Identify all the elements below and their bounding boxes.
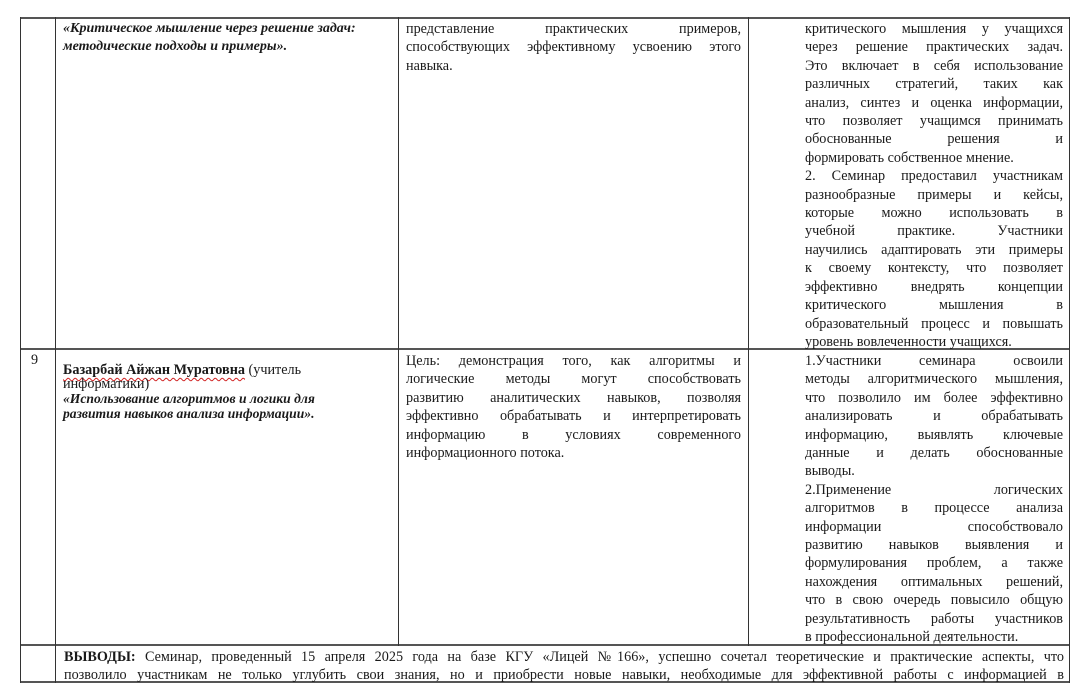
seminar-goal — [406, 352, 741, 462]
seminar-results — [805, 20, 1063, 351]
text-line: анализ, синтез и оценка информации, — [805, 94, 1063, 111]
text-line: учебной практике. Участники — [805, 223, 1063, 240]
text-line: результативность работы участников — [805, 610, 1063, 627]
text-line: нахождения оптимальных решений, — [805, 573, 1063, 590]
text-line: методы алгоритмического мышления, — [805, 371, 1063, 388]
presenter-info — [63, 363, 393, 421]
text-line: способствующих эффективному усвоению этого — [406, 39, 741, 56]
text-line: развитию навыков выявления и — [805, 537, 1063, 554]
column-divider — [55, 17, 56, 683]
conclusion-label: ВЫВОДЫ: — [64, 649, 136, 665]
text-line: Это включает в себя использование — [805, 57, 1063, 74]
text-line: критического мышления у учащихся — [805, 21, 1063, 37]
text-line: анализировать и обрабатывать — [805, 408, 1063, 425]
row-number: 9 — [31, 352, 39, 368]
text-line: информацию в условиях современного — [406, 426, 741, 443]
text-line: развитию аналитических навыков, позволяя — [406, 389, 741, 406]
table-right-border — [1069, 17, 1070, 683]
table-left-border — [20, 17, 21, 683]
text-line: что позволяет учащимся принимать — [805, 113, 1063, 130]
presenter-role-cont: информатики) — [63, 376, 150, 392]
presenter-name: Базарбай Айжан Муратовна — [63, 362, 245, 378]
text-line: критического мышления в — [805, 297, 1063, 314]
presenter-line — [63, 363, 393, 377]
text-line: разнообразные примеры и кейсы, — [805, 186, 1063, 203]
text-line: формулирования проблем, а также — [805, 555, 1063, 572]
conclusion-line — [64, 648, 1064, 666]
conclusion-line: позволило участникам не только углубить свои знания, но и приобрести новые навыки, необходимые для эффективной работы с информацией в — [64, 667, 1064, 684]
text-line: к своему контексту, что позволяет — [805, 260, 1063, 277]
column-divider — [398, 17, 399, 646]
seminar-results — [805, 352, 1063, 647]
text-line: эффективно обрабатывать и интерпретировать — [406, 408, 741, 425]
text-line: информации способствовало — [805, 518, 1063, 535]
text-line: что в свою очередь повысило общую — [805, 592, 1063, 609]
text-line: навыка. — [406, 57, 453, 74]
text-line: обоснованные решения и — [805, 131, 1063, 148]
text-line: Цель: демонстрация того, как алгоритмы и — [406, 353, 741, 369]
seminar-topic: «Критическое мышление через решение задач: методические подходы и примеры». — [63, 21, 356, 54]
table-top-border — [20, 17, 1070, 19]
seminar-topic-line: «Использование алгоритмов и логики для — [63, 391, 315, 406]
text-line: уровень вовлеченности учащихся. — [805, 333, 1012, 350]
text-line: формировать собственное мнение. — [805, 149, 1014, 166]
text-line: логические методы могут способствовать — [406, 371, 741, 388]
text-line: различных стратегий, таких как — [805, 76, 1063, 93]
text-line: 2.Применение логических — [805, 481, 1063, 498]
text-line: информацию, выявлять ключевые — [805, 426, 1063, 443]
text-line: выводы. — [805, 463, 855, 480]
presenter-role: (учитель — [244, 362, 302, 378]
text-line: что позволило им более эффективно — [805, 389, 1063, 406]
text-line: 1.Участники семинара освоили — [805, 353, 1063, 369]
text-line: алгоритмов в процессе анализа — [805, 500, 1063, 517]
conclusion — [64, 648, 1064, 685]
text-line: представление практических примеров, — [406, 21, 741, 37]
text-line: через решение практических задач. — [805, 39, 1063, 56]
text-line: эффективно внедрять концепции — [805, 278, 1063, 295]
text-line: информационного потока. — [406, 445, 565, 462]
seminar-goal — [406, 20, 741, 75]
text-line: которые можно использовать в — [805, 205, 1063, 222]
text-line: данные и делать обоснованные — [805, 445, 1063, 462]
seminar-topic-line: развития навыков анализа информации». — [63, 406, 315, 421]
text-line: в профессиональной деятельности. — [805, 629, 1019, 646]
text-line: 2. Семинар предоставил участникам — [805, 168, 1063, 185]
text-line: образовательный процесс и повышать — [805, 315, 1063, 332]
text-line: научились адаптировать эти примеры — [805, 241, 1063, 258]
column-divider — [748, 17, 749, 646]
conclusion-text: Семинар, проведенный 15 апреля 2025 года на базе КГУ «Лицей №166», успешно сочетал теоретические и практические аспекты, что — [135, 649, 1064, 665]
